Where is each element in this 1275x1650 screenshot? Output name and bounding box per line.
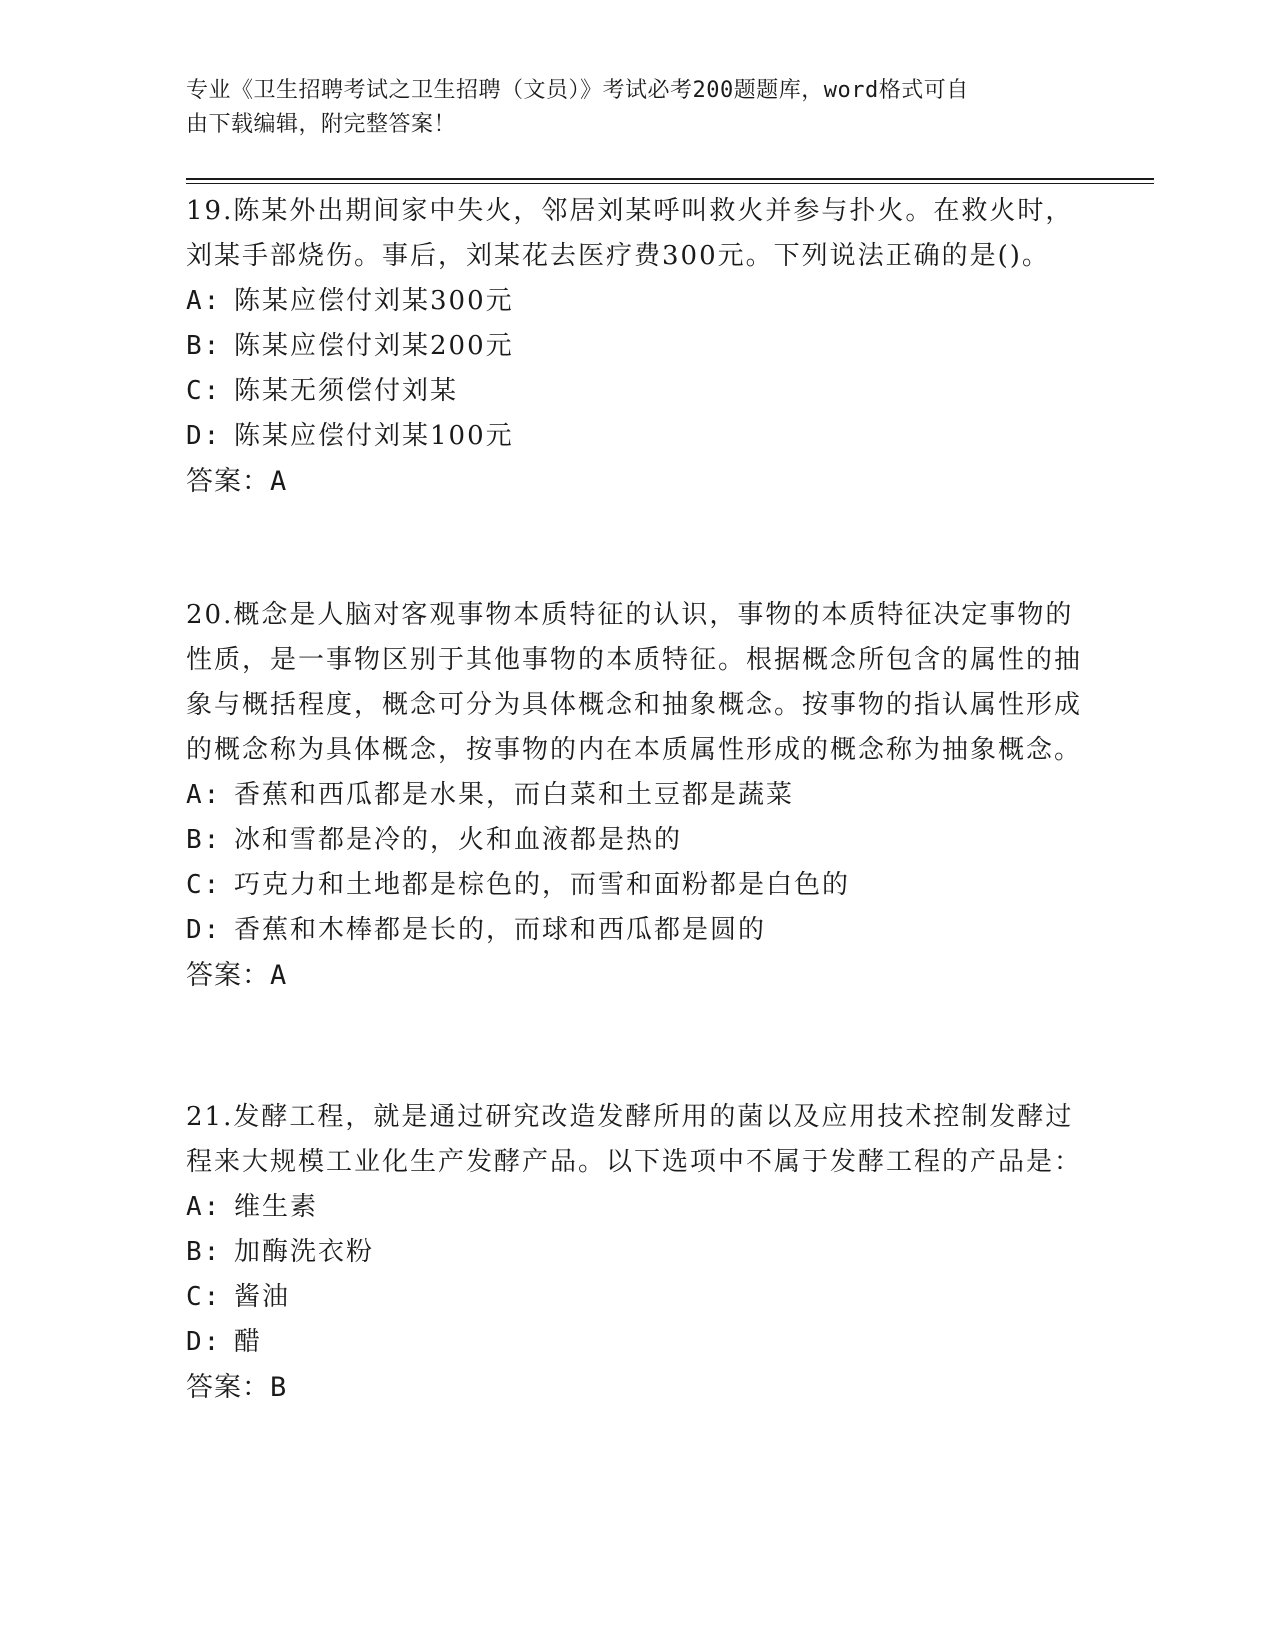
option-b	[186, 1230, 1086, 1275]
answer-value: B	[270, 1372, 288, 1403]
option-key: B:	[186, 331, 222, 361]
option-b	[186, 818, 1086, 863]
option-text: 巧克力和土地都是棕色的，而雪和面粉都是白色的	[234, 870, 851, 900]
answer-line	[186, 1365, 1086, 1410]
option-text: 加酶洗衣粉	[234, 1237, 375, 1267]
option-key: C:	[186, 1282, 222, 1312]
option-key: C:	[186, 870, 222, 900]
option-c	[186, 863, 1086, 908]
option-key: D:	[186, 421, 222, 451]
option-key: B:	[186, 825, 222, 855]
option-a	[186, 773, 1086, 818]
option-text: 陈某应偿付刘某200元	[234, 331, 514, 361]
option-text: 维生素	[234, 1192, 319, 1222]
option-text: 陈某应偿付刘某100元	[234, 421, 514, 451]
question-text: 20.概念是人脑对客观事物本质特征的认识，事物的本质特征决定事物的性质，是一事物区别于其他事物的本质特征。根据概念所包含的属性的抽象与概括程度，概念可分为具体概念和抽象概念。按事物的指认属性形成的概念称为具体概念，按事物的内在本质属性形成的概念称为抽象概念。	[186, 600, 1083, 765]
question-21	[186, 1095, 1086, 1410]
header-divider	[186, 178, 1154, 180]
answer-label: 答案：	[186, 960, 270, 991]
option-b	[186, 324, 1086, 369]
option-text: 醋	[234, 1327, 263, 1357]
answer-line	[186, 459, 1086, 504]
option-a	[186, 279, 1086, 324]
document-header	[186, 74, 1066, 142]
option-c	[186, 1275, 1086, 1320]
option-d	[186, 908, 1086, 953]
option-d	[186, 1320, 1086, 1365]
answer-line	[186, 953, 1086, 998]
option-a	[186, 1185, 1086, 1230]
option-text: 陈某应偿付刘某300元	[234, 286, 514, 316]
answer-label: 答案：	[186, 466, 270, 497]
option-key: A:	[186, 286, 222, 316]
option-key: C:	[186, 376, 222, 406]
option-key: A:	[186, 1192, 222, 1222]
question-20	[186, 593, 1086, 998]
option-text: 陈某无须偿付刘某	[234, 376, 459, 406]
answer-value: A	[270, 466, 288, 497]
option-c	[186, 369, 1086, 414]
answer-label: 答案：	[186, 1372, 270, 1403]
header-line-1: 专业《卫生招聘考试之卫生招聘（文员）》考试必考200题题库，word格式可自	[186, 78, 969, 103]
option-text: 香蕉和西瓜都是水果，而白菜和土豆都是蔬菜	[234, 780, 795, 810]
question-text: 21.发酵工程，就是通过研究改造发酵所用的菌以及应用技术控制发酵过程来大规模工业化生产发酵产品。以下选项中不属于发酵工程的产品是：	[186, 1102, 1083, 1177]
option-d	[186, 414, 1086, 459]
option-key: D:	[186, 915, 222, 945]
header-divider-secondary	[186, 183, 1154, 184]
answer-value: A	[270, 960, 288, 991]
option-key: D:	[186, 1327, 222, 1357]
option-text: 冰和雪都是冷的，火和血液都是热的	[234, 825, 683, 855]
question-19	[186, 189, 1086, 504]
header-line-2: 由下载编辑，附完整答案！	[186, 112, 457, 137]
option-key: A:	[186, 780, 222, 810]
option-text: 酱油	[234, 1282, 291, 1312]
option-text: 香蕉和木棒都是长的，而球和西瓜都是圆的	[234, 915, 767, 945]
option-key: B:	[186, 1237, 222, 1267]
question-text: 19.陈某外出期间家中失火，邻居刘某呼叫救火并参与扑火。在救火时，刘某手部烧伤。事后，刘某花去医疗费300元。下列说法正确的是()。	[186, 196, 1074, 271]
